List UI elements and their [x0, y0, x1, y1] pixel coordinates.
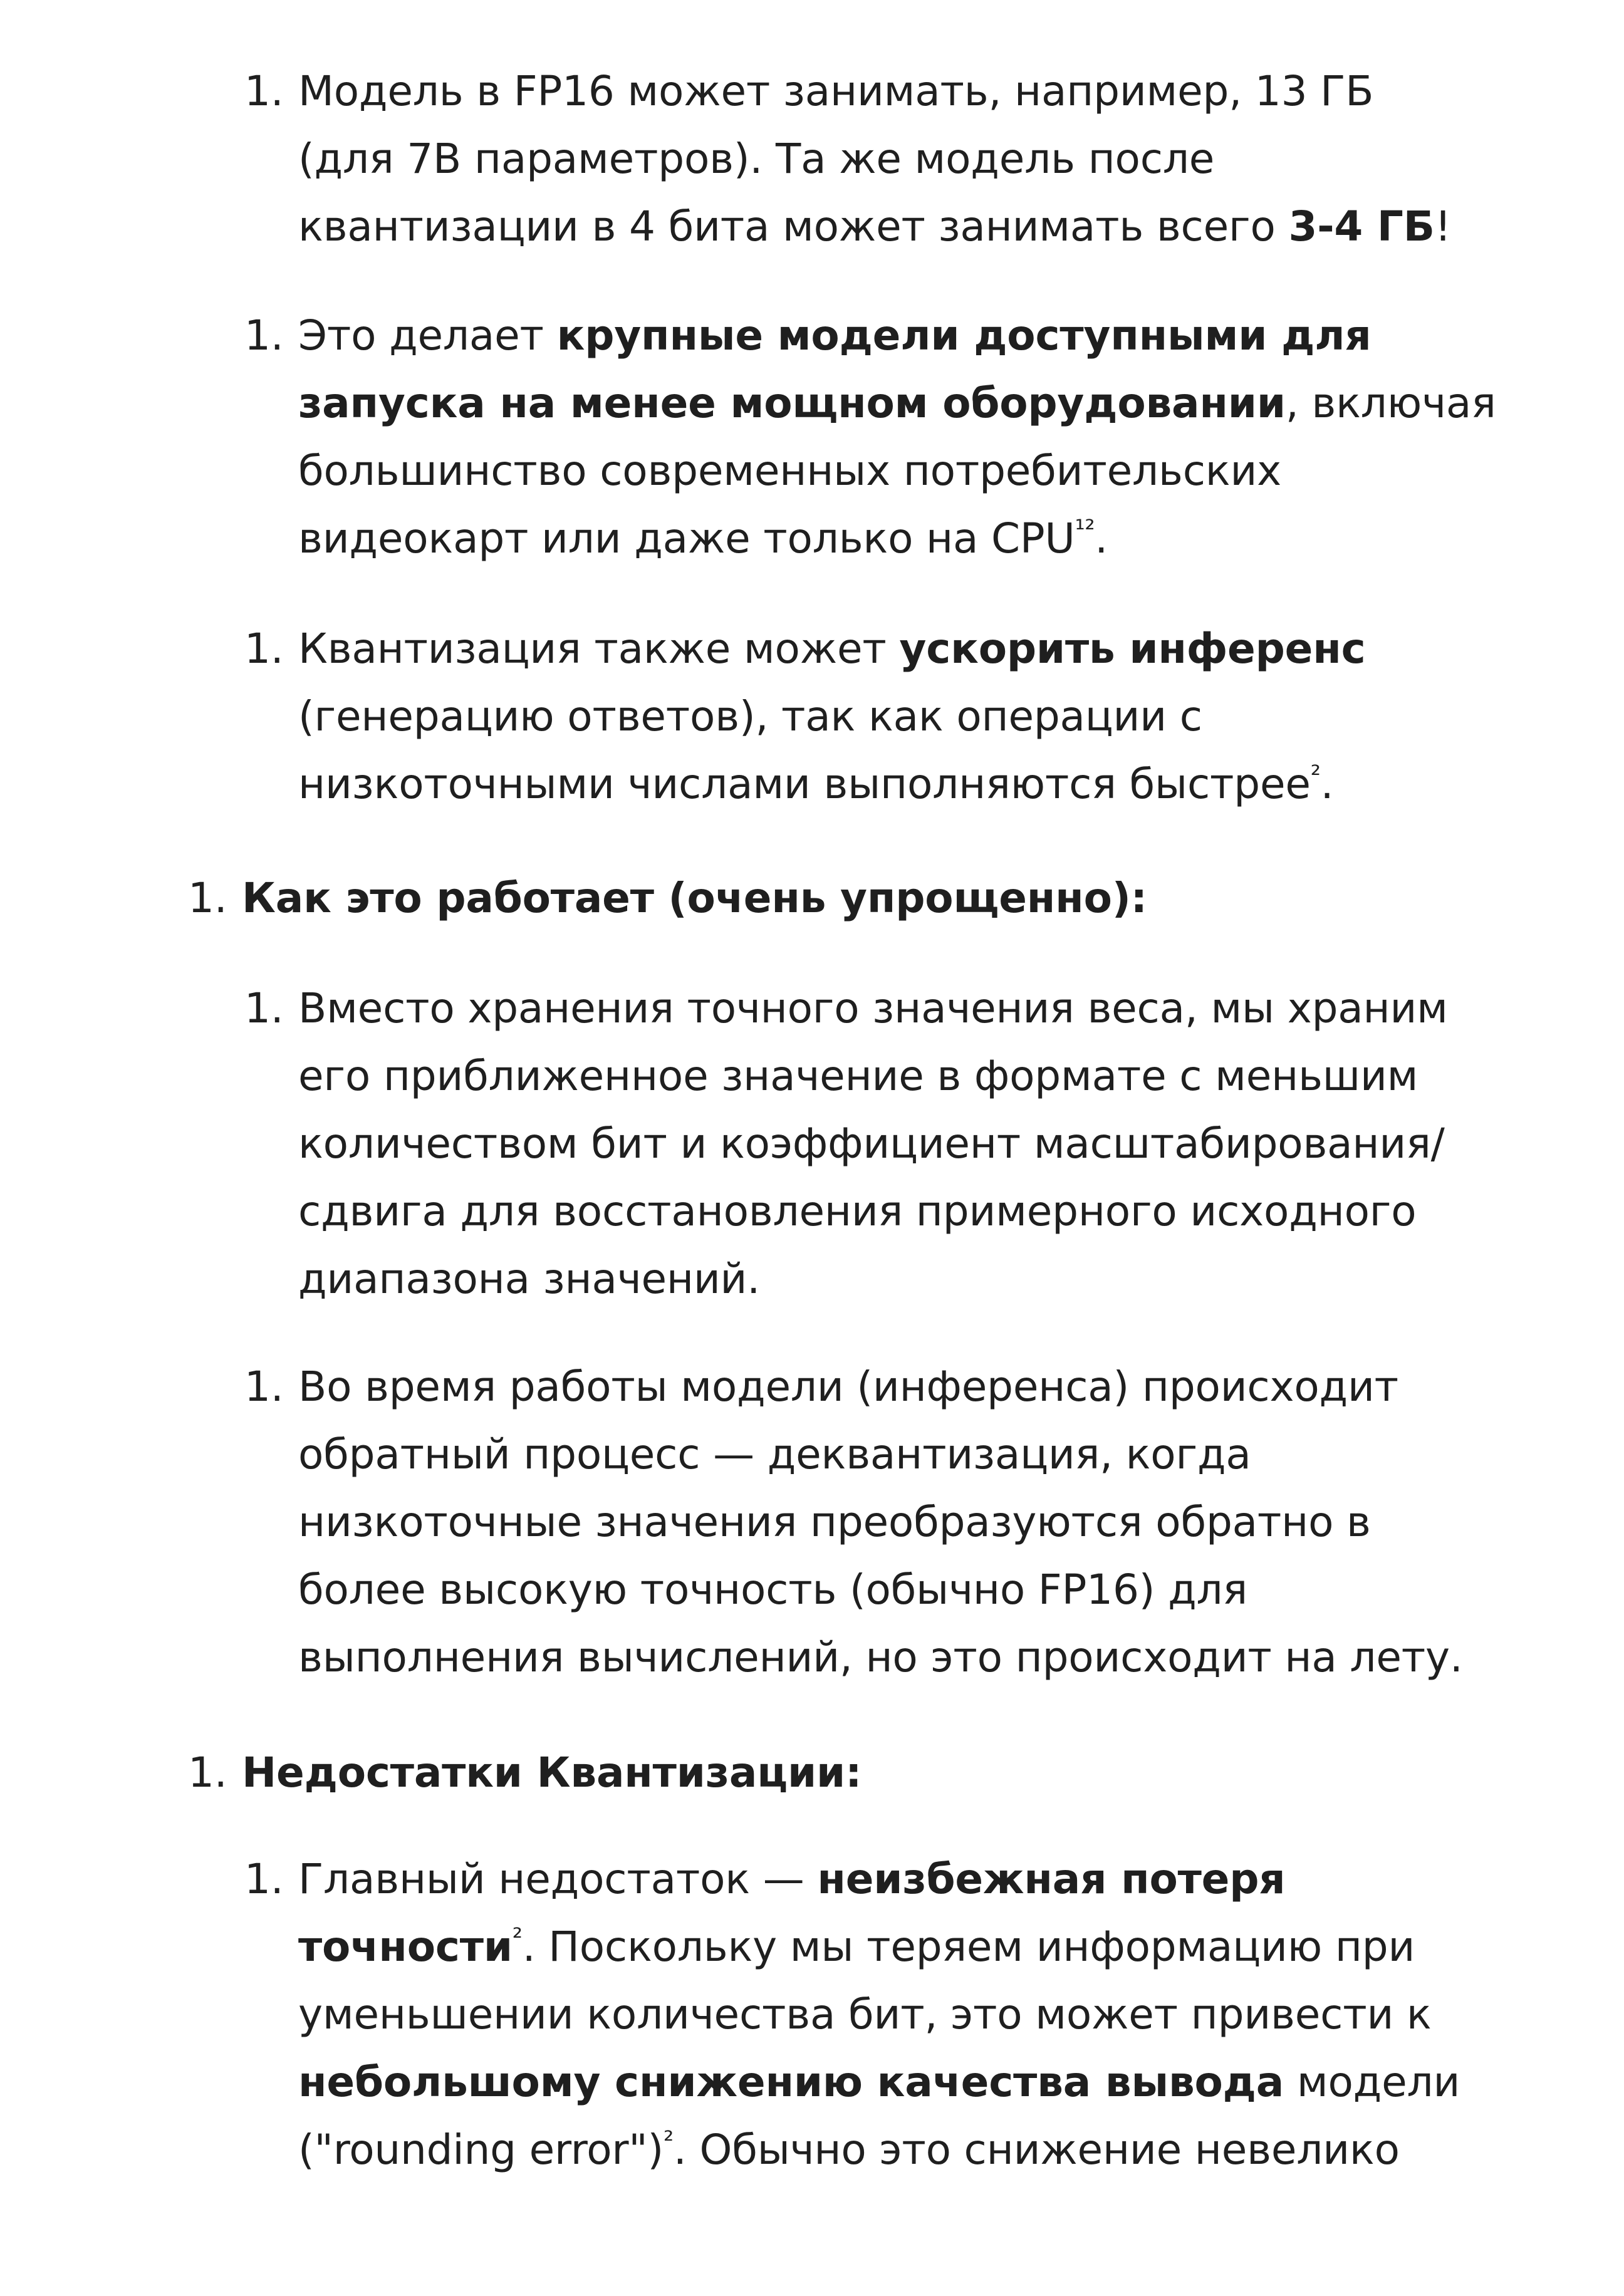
text-line: ("rounding error")$^{^2}$. Обычно это снижение невелико — [298, 2126, 1400, 2174]
list-number: 1. — [188, 1748, 227, 1797]
text-line: небольшому снижению качества вывода модели — [298, 2058, 1460, 2106]
emphasis: точности — [298, 1923, 513, 1971]
list-item-text — [298, 58, 1489, 261]
text-line: точности$^{^2}$. Поскольку мы теряем информацию при — [298, 1923, 1415, 1971]
text-line: Квантизация также может ускорить инференс — [298, 625, 1366, 673]
text-line: запуска на менее мощном оборудовании, включая — [298, 379, 1496, 427]
text-line: выполнения вычислений, но это происходит на лету. — [298, 1633, 1463, 1681]
text-line: количеством бит и коэффициент масштабирования/ — [298, 1119, 1445, 1168]
text-line: более высокую точность (обычно FP16) для — [298, 1566, 1247, 1614]
list-number: 1. — [244, 67, 284, 115]
text-line: Во время работы модели (инференса) происходит — [298, 1363, 1398, 1411]
emphasis: ускорить инференс — [899, 625, 1366, 673]
heading-text: Как это работает (очень упрощенно): — [242, 874, 1147, 922]
emphasis: запуска на менее мощном оборудовании — [298, 379, 1286, 427]
footnote-ref: ² — [1310, 761, 1321, 789]
emphasis: неизбежная потеря — [817, 1855, 1286, 1903]
list-item-text — [298, 1353, 1489, 1691]
list-number: 1. — [188, 874, 227, 922]
list-number: 1. — [244, 1855, 284, 1903]
text-line: (для 7B параметров). Та же модель после — [298, 135, 1215, 183]
text-line: диапазона значений. — [298, 1255, 761, 1303]
emphasis: 3-4 ГБ — [1288, 202, 1435, 251]
section-heading — [242, 865, 1432, 932]
list-number: 1. — [244, 625, 284, 673]
text-line: Модель в FP16 может занимать, например, 13 ГБ — [298, 67, 1374, 115]
text-line: обратный процесс — деквантизация, когда — [298, 1430, 1251, 1478]
text-line: Главный недостаток — неизбежная потеря — [298, 1855, 1286, 1903]
text-line: его приближенное значение в формате с меньшим — [298, 1052, 1418, 1100]
text-line: низкоточными числами выполняются быстрее$^{^2}$. — [298, 760, 1334, 808]
text-line: низкоточные значения преобразуются обратно в — [298, 1498, 1371, 1546]
text-line: уменьшении количества бит, это может привести к — [298, 1990, 1432, 2039]
list-number: 1. — [244, 311, 284, 360]
text-line: (генерацию ответов), так как операции с — [298, 692, 1202, 740]
footnote-ref: ² — [664, 2126, 674, 2155]
footnote-ref: ¹² — [1075, 515, 1095, 544]
text-line: большинство современных потребительских — [298, 447, 1282, 495]
footnote-ref: ² — [512, 1923, 523, 1952]
text-line: квантизации в 4 бита может занимать всего 3-4 ГБ! — [298, 202, 1452, 251]
text-line: видеокарт или даже только на $CPU^{^{12}}$. — [298, 514, 1108, 563]
list-item-text — [298, 302, 1496, 573]
list-number: 1. — [244, 1363, 284, 1411]
text-line: сдвига для восстановления примерного исходного — [298, 1187, 1417, 1235]
section-heading — [242, 1739, 1432, 1807]
list-item-text — [298, 1846, 1489, 2184]
text-line: Вместо хранения точного значения веса, мы храним — [298, 984, 1448, 1032]
list-number: 1. — [244, 984, 284, 1032]
list-item-text — [298, 615, 1489, 818]
text-line: Это делает крупные модели доступными для — [298, 311, 1372, 360]
heading-text: Недостатки Квантизации: — [242, 1748, 862, 1797]
emphasis: небольшому снижению качества вывода — [298, 2058, 1284, 2106]
list-item-text — [298, 975, 1489, 1313]
emphasis: крупные модели доступными для — [556, 311, 1372, 360]
